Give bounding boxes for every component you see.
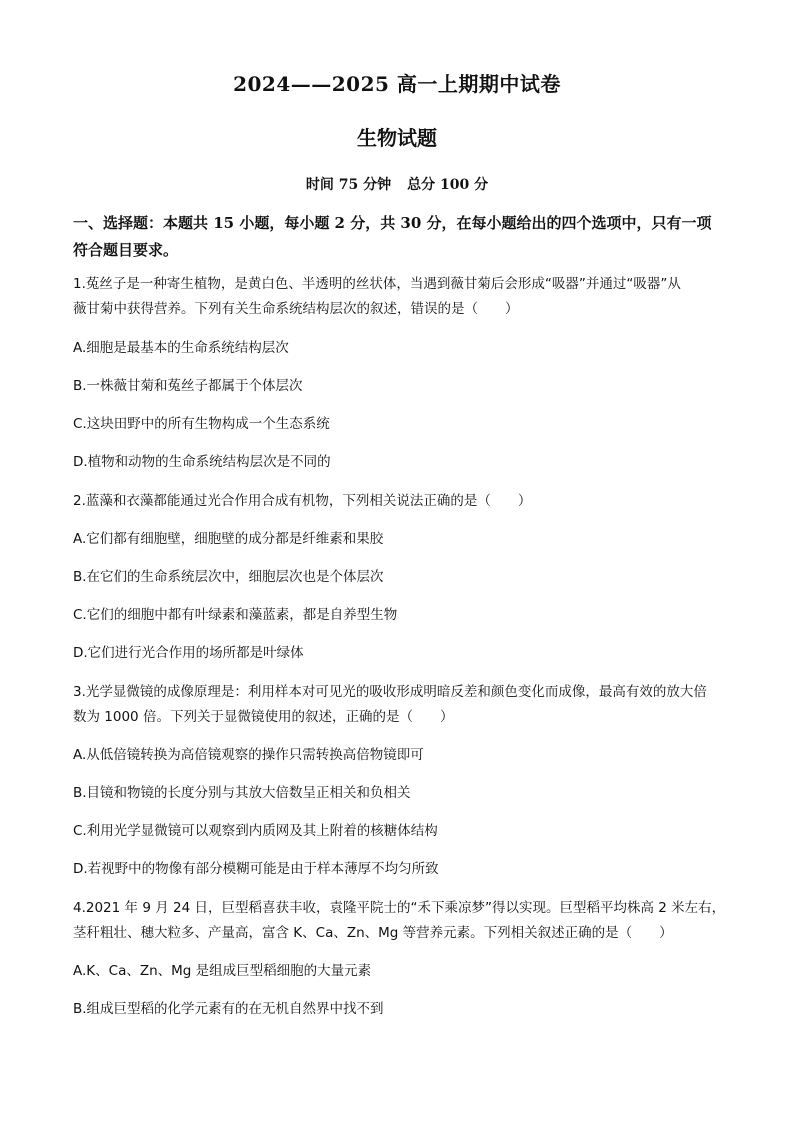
q2-option-c: C.它们的细胞中都有叶绿素和藻蓝素，都是自养型生物	[73, 607, 398, 623]
q1-option-b: B.一株薇甘菊和菟丝子都属于个体层次	[73, 378, 303, 394]
q2-stem-line-1: 2.蓝藻和衣藻都能通过光合作用合成有机物，下列相关说法正确的是（ ）	[73, 493, 532, 509]
q4-stem-line-2: 茎秆粗壮、穗大粒多、产量高，富含 K、Ca、Zn、Mg 等营养元素。下列相关叙述正确的是（ ）	[73, 925, 673, 941]
exam-total-score: 总分 100 分	[407, 177, 489, 193]
q1-option-d: D.植物和动物的生命系统结构层次是不同的	[73, 454, 331, 470]
exam-info	[0, 174, 794, 194]
q2-option-a: A.它们都有细胞壁，细胞壁的成分都是纤维素和果胶	[73, 531, 384, 547]
exam-title: 2024——2025 高一上期期中试卷	[233, 72, 561, 96]
q3-option-d: D.若视野中的物像有部分模糊可能是由于样本薄厚不均匀所致	[73, 861, 439, 877]
q1-option-c: C.这块田野中的所有生物构成一个生态系统	[73, 416, 330, 432]
q1-stem-line-1: 1.菟丝子是一种寄生植物，是黄白色、半透明的丝状体，当遇到薇甘菊后会形成“吸器”并通过“吸器”从	[73, 276, 681, 292]
exam-time: 时间 75 分钟	[305, 177, 392, 193]
q3-option-c: C.利用光学显微镜可以观察到内质网及其上附着的核糖体结构	[73, 823, 438, 839]
q3-option-a: A.从低倍镜转换为高倍镜观察的操作只需转换高倍物镜即可	[73, 747, 424, 763]
q4-stem-line-1: 4.2021 年 9 月 24 日，巨型稻喜获丰收，袁隆平院士的“禾下乘凉梦”得以实现。巨型稻平均株高 2 米左右，	[73, 900, 726, 916]
q1-stem-line-2: 薇甘菊中获得营养。下列有关生命系统结构层次的叙述，错误的是（ ）	[73, 301, 519, 317]
q3-stem-line-2: 数为 1000 倍。下列关于显微镜使用的叙述，正确的是（ ）	[73, 709, 454, 725]
q2-option-d: D.它们进行光合作用的场所都是叶绿体	[73, 645, 304, 661]
q2-option-b: B.在它们的生命系统层次中，细胞层次也是个体层次	[73, 569, 384, 585]
subject-title: 生物试题	[357, 126, 437, 150]
q4-option-b: B.组成巨型稻的化学元素有的在无机自然界中找不到	[73, 1001, 384, 1017]
q1-option-a: A.细胞是最基本的生命系统结构层次	[73, 340, 289, 356]
q3-option-b: B.目镜和物镜的长度分别与其放大倍数呈正相关和负相关	[73, 785, 411, 801]
section-heading: 一、选择题：本题共 15 小题，每小题 2 分，共 30 分，在每小题给出的四个选项中，只有一项符合题目要求。	[73, 214, 712, 259]
q4-option-a: A.K、Ca、Zn、Mg 是组成巨型稻细胞的大量元素	[73, 963, 372, 979]
q3-stem-line-1: 3.光学显微镜的成像原理是：利用样本对可见光的吸收形成明暗反差和颜色变化而成像，最高有效的放大倍	[73, 684, 707, 700]
